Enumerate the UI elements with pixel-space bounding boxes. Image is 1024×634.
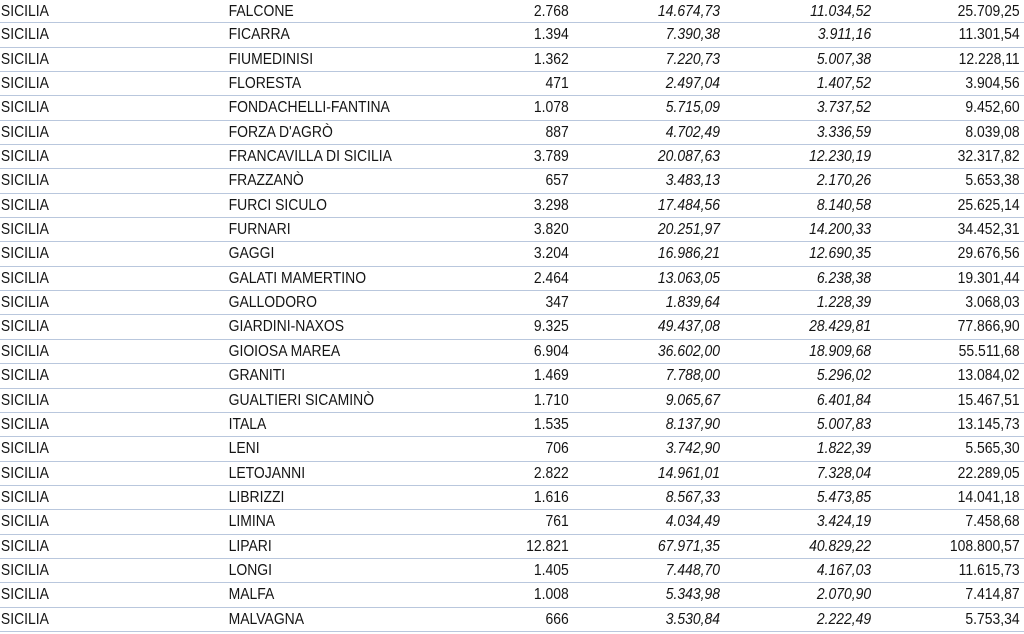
municipality-cell: GRANITI (228, 367, 286, 385)
amount-2-cell: 5.296,02 (816, 367, 872, 385)
table-row (0, 218, 1024, 242)
amount-2-cell: 18.909,68 (809, 342, 872, 360)
table-row (0, 389, 1024, 413)
amount-2-cell: 3.737,52 (816, 99, 872, 117)
region-cell: SICILIA (0, 294, 49, 312)
municipality-cell: LIBRIZZI (228, 488, 285, 506)
total-cell: 5.653,38 (965, 172, 1020, 190)
table-row (0, 608, 1024, 632)
municipality-cell: FURNARI (228, 221, 291, 239)
region-cell: SICILIA (0, 245, 49, 263)
municipality-cell: FRAZZANÒ (228, 172, 304, 190)
region-cell: SICILIA (0, 123, 49, 141)
amount-1-cell: 2.497,04 (665, 75, 720, 93)
region-cell: SICILIA (0, 342, 49, 360)
amount-1-cell: 17.484,56 (657, 196, 720, 214)
municipality-cell: GUALTIERI SICAMINÒ (228, 391, 375, 409)
table-row (0, 315, 1024, 339)
total-cell: 11.615,73 (958, 561, 1020, 579)
amount-2-cell: 3.336,59 (816, 123, 872, 141)
table-row (0, 267, 1024, 291)
table-row (0, 364, 1024, 388)
table-row (0, 23, 1024, 47)
population-cell: 2.464 (533, 269, 569, 287)
table-row (0, 437, 1024, 461)
total-cell: 3.068,03 (965, 294, 1020, 312)
municipality-cell: FORZA D'AGRÒ (228, 123, 333, 141)
population-cell: 2.822 (533, 464, 569, 482)
municipality-cell: ITALA (228, 415, 267, 433)
table-row (0, 48, 1024, 72)
population-cell: 761 (545, 513, 569, 531)
municipality-cell: FONDACHELLI-FANTINA (228, 99, 390, 117)
region-cell: SICILIA (0, 586, 49, 604)
municipality-cell: FURCI SICULO (228, 196, 328, 214)
amount-2-cell: 5.007,38 (816, 50, 872, 68)
amount-2-cell: 4.167,03 (816, 561, 872, 579)
region-cell: SICILIA (0, 464, 49, 482)
municipality-cell: GALATI MAMERTINO (228, 269, 367, 287)
table-row (0, 145, 1024, 169)
amount-2-cell: 1.822,39 (816, 440, 872, 458)
total-cell: 5.753,34 (965, 610, 1020, 628)
total-cell: 32.317,82 (957, 148, 1020, 166)
region-cell: SICILIA (0, 50, 49, 68)
total-cell: 25.625,14 (957, 196, 1020, 214)
municipality-cell: FIUMEDINISI (228, 50, 314, 68)
municipality-cell: GALLODORO (228, 294, 317, 312)
total-cell: 77.866,90 (957, 318, 1020, 336)
amount-1-cell: 16.986,21 (657, 245, 720, 263)
total-cell: 7.414,87 (965, 586, 1020, 604)
amount-1-cell: 7.220,73 (665, 50, 720, 68)
amount-1-cell: 14.961,01 (657, 464, 720, 482)
population-cell: 1.616 (533, 488, 569, 506)
table-row (0, 121, 1024, 145)
table-row (0, 510, 1024, 534)
region-cell: SICILIA (0, 99, 49, 117)
amount-1-cell: 7.448,70 (665, 561, 720, 579)
total-cell: 29.676,56 (957, 245, 1020, 263)
table-row (0, 462, 1024, 486)
population-cell: 1.535 (533, 415, 569, 433)
population-cell: 12.821 (526, 537, 569, 555)
municipality-cell: GIOIOSA MAREA (228, 342, 341, 360)
region-cell: SICILIA (0, 415, 49, 433)
amount-1-cell: 7.390,38 (665, 26, 720, 44)
table-row (0, 72, 1024, 96)
amount-1-cell: 7.788,00 (665, 367, 720, 385)
population-cell: 1.078 (533, 99, 569, 117)
municipality-cell: FALCONE (228, 3, 294, 20)
region-cell: SICILIA (0, 537, 49, 555)
amount-2-cell: 7.328,04 (816, 464, 872, 482)
amount-2-cell: 1.407,52 (816, 75, 872, 93)
population-cell: 706 (545, 440, 569, 458)
population-cell: 6.904 (533, 342, 569, 360)
amount-2-cell: 12.230,19 (809, 148, 872, 166)
region-cell: SICILIA (0, 172, 49, 190)
amount-2-cell: 5.473,85 (816, 488, 872, 506)
municipality-cell: FICARRA (228, 26, 290, 44)
amount-2-cell: 6.401,84 (816, 391, 872, 409)
amount-2-cell: 14.200,33 (809, 221, 872, 239)
population-cell: 3.204 (533, 245, 569, 263)
region-cell: SICILIA (0, 561, 49, 579)
total-cell: 14.041,18 (957, 488, 1020, 506)
total-cell: 108.800,57 (949, 537, 1020, 555)
population-cell: 1.710 (533, 391, 569, 409)
region-cell: SICILIA (0, 221, 49, 239)
population-cell: 1.394 (533, 26, 569, 44)
region-cell: SICILIA (0, 318, 49, 336)
amount-1-cell: 9.065,67 (665, 391, 720, 409)
total-cell: 22.289,05 (957, 464, 1020, 482)
total-cell: 13.084,02 (957, 367, 1020, 385)
table-row (0, 194, 1024, 218)
amount-1-cell: 20.251,97 (657, 221, 720, 239)
amount-1-cell: 14.674,73 (657, 3, 720, 20)
region-cell: SICILIA (0, 440, 49, 458)
amount-1-cell: 4.034,49 (665, 513, 720, 531)
amount-1-cell: 67.971,35 (657, 537, 720, 555)
population-cell: 657 (545, 172, 569, 190)
table-row (0, 535, 1024, 559)
population-cell: 3.820 (533, 221, 569, 239)
total-cell: 34.452,31 (957, 221, 1020, 239)
amount-2-cell: 8.140,58 (816, 196, 872, 214)
table-row (0, 169, 1024, 193)
region-cell: SICILIA (0, 269, 49, 287)
table-row (0, 0, 1024, 23)
region-cell: SICILIA (0, 610, 49, 628)
region-cell: SICILIA (0, 148, 49, 166)
amount-1-cell: 20.087,63 (657, 148, 720, 166)
total-cell: 12.228,11 (958, 50, 1020, 68)
amount-1-cell: 3.742,90 (665, 440, 720, 458)
region-cell: SICILIA (0, 3, 49, 20)
municipality-cell: LIMINA (228, 513, 276, 531)
total-cell: 15.467,51 (957, 391, 1020, 409)
amount-2-cell: 3.911,16 (817, 26, 872, 44)
population-cell: 666 (545, 610, 569, 628)
amount-2-cell: 12.690,35 (809, 245, 872, 263)
amount-2-cell: 3.424,19 (816, 513, 872, 531)
population-cell: 471 (545, 75, 569, 93)
total-cell: 9.452,60 (965, 99, 1020, 117)
population-cell: 3.298 (533, 196, 569, 214)
table-row (0, 340, 1024, 364)
region-cell: SICILIA (0, 513, 49, 531)
amount-1-cell: 3.483,13 (665, 172, 720, 190)
municipality-cell: LONGI (228, 561, 273, 579)
municipality-cell: LIPARI (228, 537, 272, 555)
amount-1-cell: 5.343,98 (665, 586, 720, 604)
total-cell: 19.301,44 (957, 269, 1020, 287)
amount-2-cell: 40.829,22 (809, 537, 872, 555)
amount-1-cell: 3.530,84 (665, 610, 720, 628)
table-row (0, 486, 1024, 510)
amount-2-cell: 2.222,49 (816, 610, 872, 628)
amount-1-cell: 8.137,90 (665, 415, 720, 433)
municipality-cell: LENI (228, 440, 260, 458)
municipality-cell: FLORESTA (228, 75, 302, 93)
amount-2-cell: 6.238,38 (816, 269, 872, 287)
amount-2-cell: 28.429,81 (809, 318, 872, 336)
population-cell: 9.325 (533, 318, 569, 336)
total-cell: 11.301,54 (958, 26, 1020, 44)
municipality-cell: LETOJANNI (228, 464, 306, 482)
region-cell: SICILIA (0, 75, 49, 93)
table-row (0, 291, 1024, 315)
municipality-cell: GIARDINI-NAXOS (228, 318, 345, 336)
table-row (0, 559, 1024, 583)
population-cell: 3.789 (533, 148, 569, 166)
population-cell: 1.469 (533, 367, 569, 385)
region-cell: SICILIA (0, 367, 49, 385)
amount-2-cell: 5.007,83 (816, 415, 872, 433)
region-cell: SICILIA (0, 196, 49, 214)
municipality-cell: FRANCAVILLA DI SICILIA (228, 148, 392, 166)
region-cell: SICILIA (0, 488, 49, 506)
total-cell: 25.709,25 (957, 3, 1020, 20)
amount-1-cell: 36.602,00 (657, 342, 720, 360)
amount-2-cell: 2.170,26 (816, 172, 872, 190)
population-cell: 1.362 (533, 50, 569, 68)
population-cell: 1.405 (533, 561, 569, 579)
table-row (0, 583, 1024, 607)
municipality-cell: MALVAGNA (228, 610, 305, 628)
total-cell: 55.511,68 (958, 342, 1020, 360)
table-row (0, 242, 1024, 266)
region-cell: SICILIA (0, 391, 49, 409)
table-row (0, 413, 1024, 437)
total-cell: 8.039,08 (965, 123, 1020, 141)
amount-1-cell: 13.063,05 (657, 269, 720, 287)
region-cell: SICILIA (0, 26, 49, 44)
table-row (0, 96, 1024, 120)
amount-1-cell: 1.839,64 (665, 294, 720, 312)
total-cell: 3.904,56 (965, 75, 1020, 93)
total-cell: 7.458,68 (965, 513, 1020, 531)
population-cell: 887 (545, 123, 569, 141)
total-cell: 13.145,73 (957, 415, 1020, 433)
amount-2-cell: 11.034,52 (810, 3, 872, 20)
amount-1-cell: 4.702,49 (665, 123, 720, 141)
amount-1-cell: 49.437,08 (657, 318, 720, 336)
population-cell: 2.768 (533, 3, 569, 20)
population-cell: 1.008 (533, 586, 569, 604)
population-cell: 347 (545, 294, 569, 312)
total-cell: 5.565,30 (965, 440, 1020, 458)
amount-1-cell: 8.567,33 (665, 488, 720, 506)
municipality-cell: GAGGI (228, 245, 275, 263)
amount-2-cell: 2.070,90 (816, 586, 872, 604)
municipality-cell: MALFA (228, 586, 275, 604)
amount-1-cell: 5.715,09 (665, 99, 720, 117)
amount-2-cell: 1.228,39 (816, 294, 872, 312)
